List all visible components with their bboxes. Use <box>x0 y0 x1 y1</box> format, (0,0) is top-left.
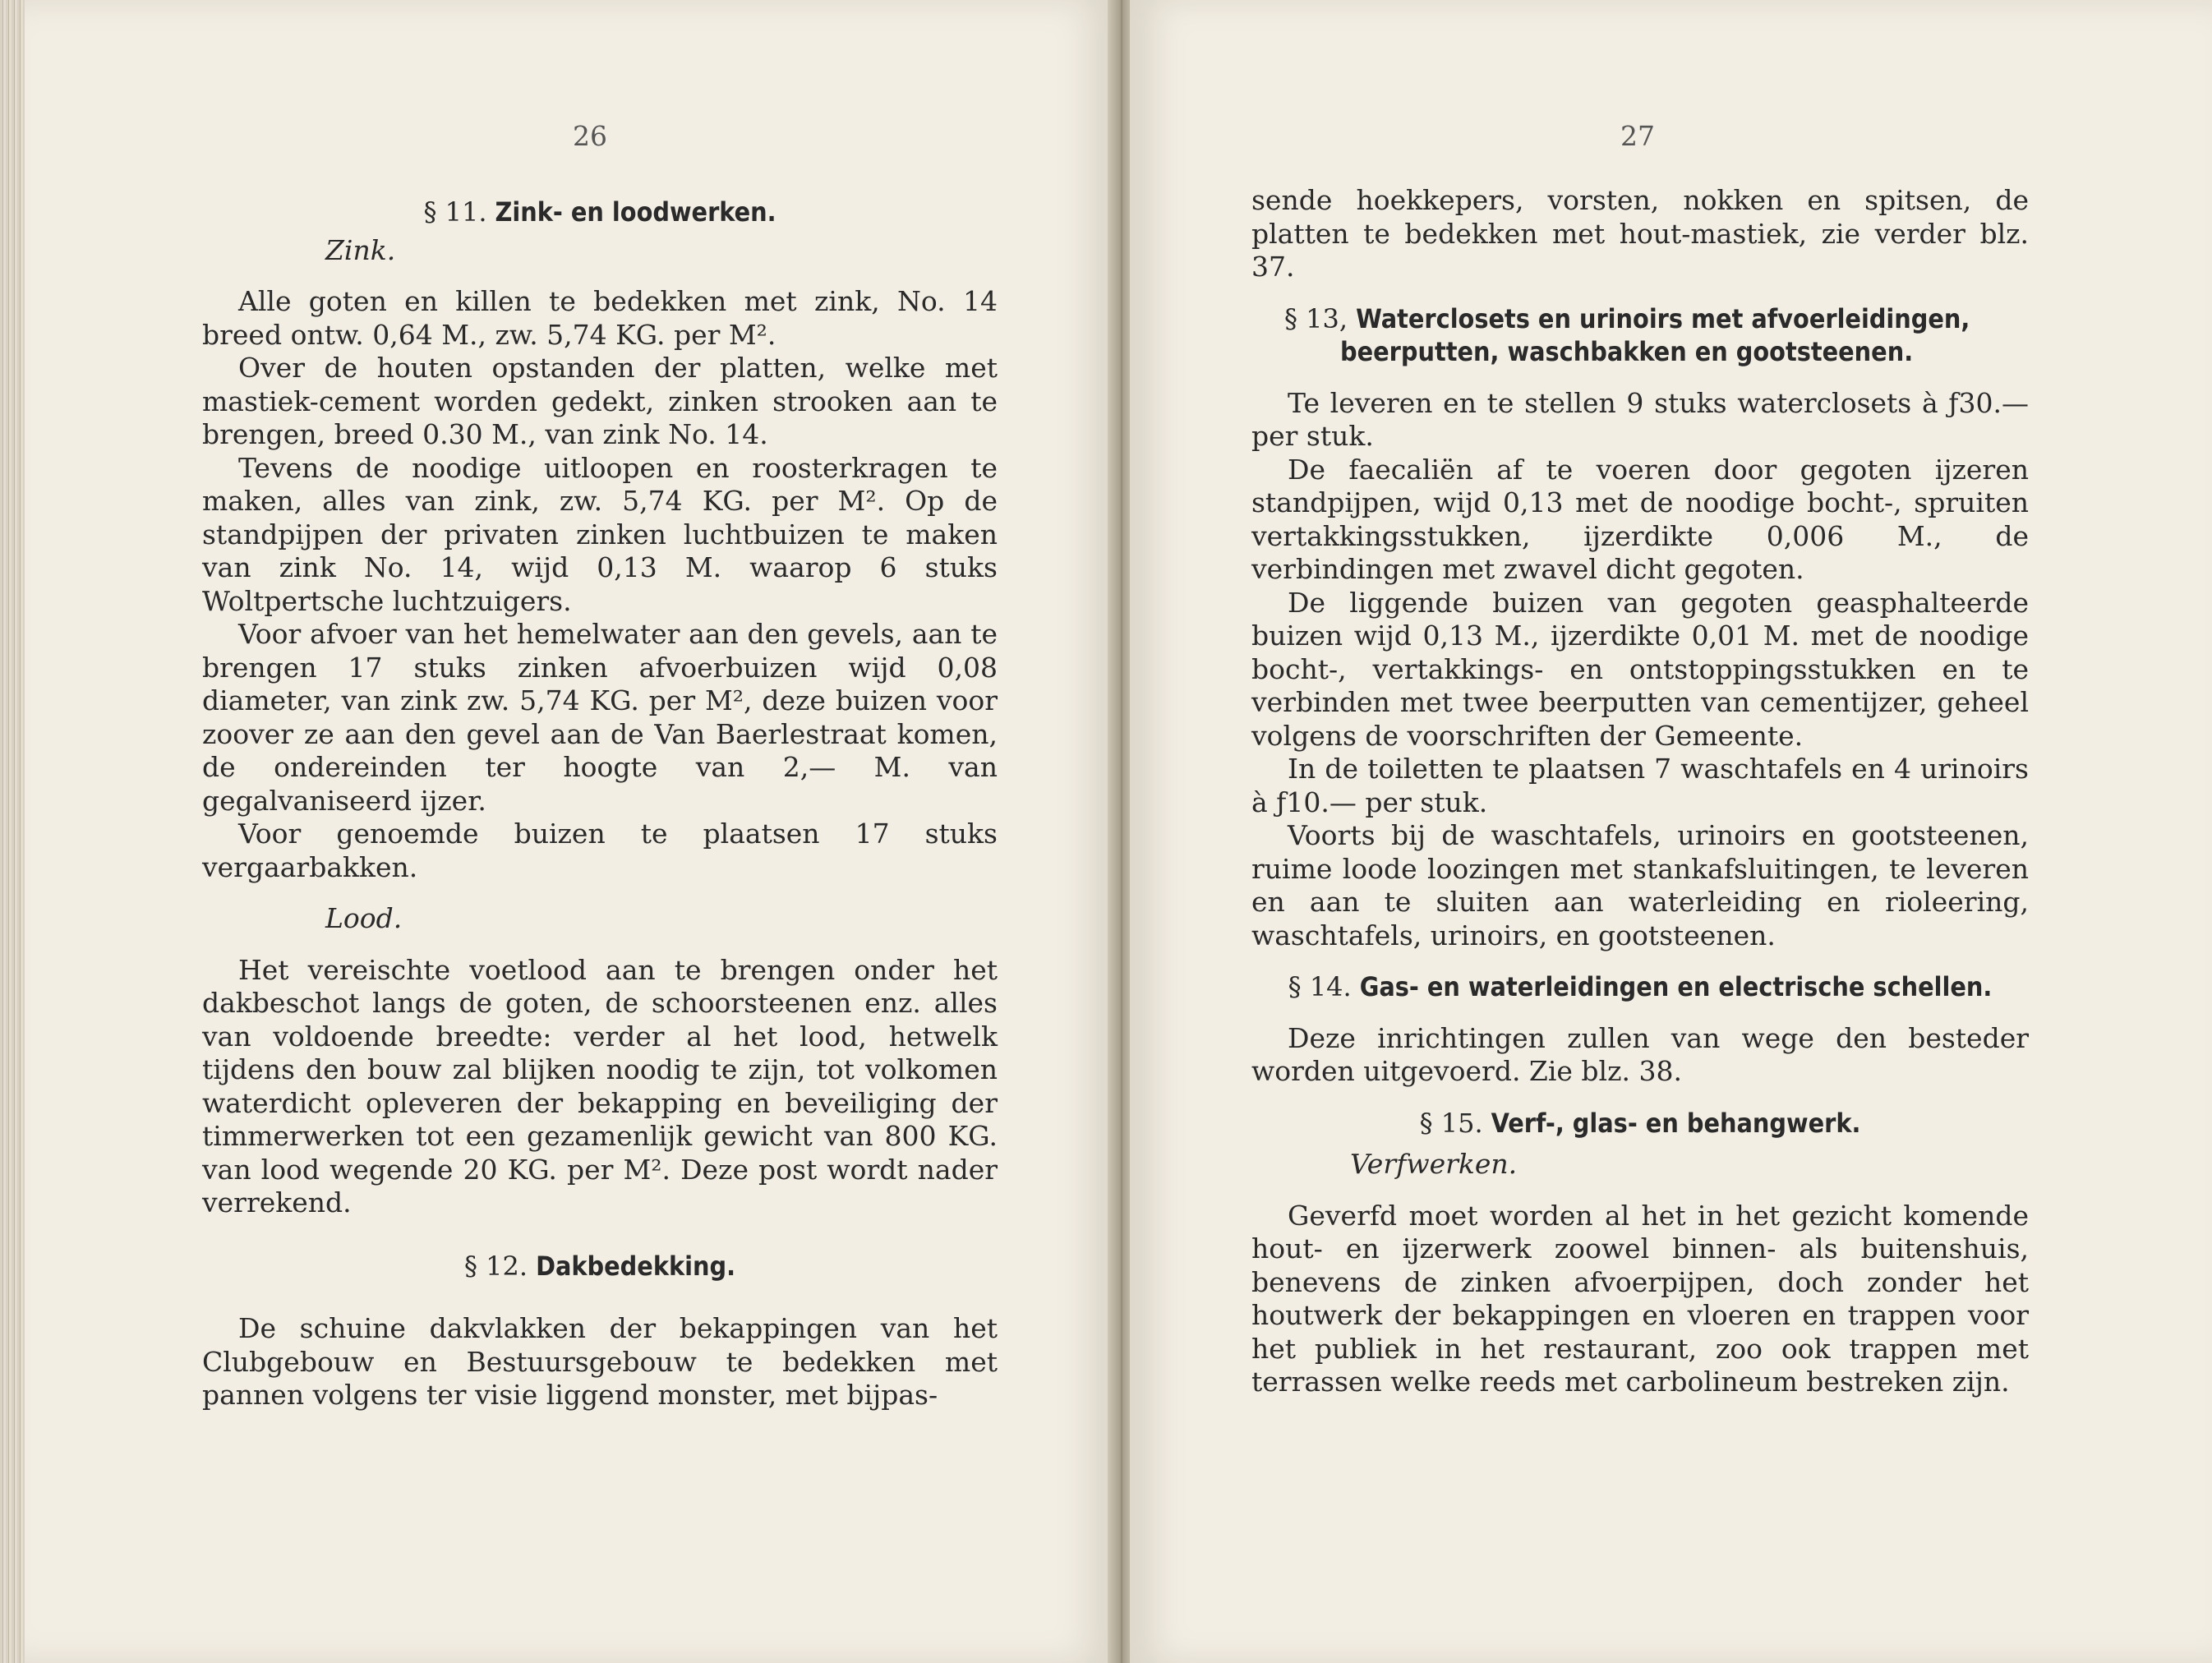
section-title: Dakbedekking. <box>536 1250 735 1282</box>
right-page <box>1130 0 2212 1663</box>
left-page-text <box>202 196 998 1412</box>
section-number: § 14. <box>1288 971 1352 1002</box>
section-number: § 12. <box>463 1250 528 1282</box>
section-title-line-2: beerputten, waschbakken en gootsteenen. <box>1340 336 1914 367</box>
left-page <box>25 0 1113 1663</box>
paragraph: Voor afvoer van het hemelwater aan den gevels, aan te brengen 17 stuks zinken afvoerbuizen wijd 0,08 diameter, van zink zw. 5,74 KG. per M², deze buizen voor zoover ze aan den gevel aan de Van Baerlestraat komen, de ondereinden ter hoogte van 2,— M. van gegalvaniseerd ijzer. <box>202 618 998 817</box>
page-edges <box>0 0 28 1663</box>
paragraph: Tevens de noodige uitloopen en roosterkragen te maken, alles van zink, zw. 5,74 KG. per M². Op de standpijpen der privaten zinken luchtbuizen te maken van zink No. 14, wijd 0,13 M. waarop 6 stuks Woltpertsche luchtzuigers. <box>202 451 998 617</box>
section-heading <box>202 1250 998 1283</box>
section-number: § 13, <box>1284 302 1348 334</box>
section-heading <box>1251 302 2029 369</box>
section-title: Zink- en loodwerken. <box>495 196 777 228</box>
paragraph: Deze inrichtingen zullen van wege den besteder worden uitgevoerd. Zie blz. 38. <box>1251 1021 2029 1087</box>
section-number: § 15. <box>1419 1107 1483 1139</box>
paragraph: De liggende buizen van gegoten geasphalteerde buizen wijd 0,13 M., ijzerdikte 0,01 M. met de noodige bocht-, vertakkings- en ontstoppingsstukken en te verbinden met twee beerputten van cementijzer, geheel volgens de voorschriften der Gemeente. <box>1251 586 2029 752</box>
paragraph: Voorts bij de waschtafels, urinoirs en gootsteenen, ruime loode loozingen met stankafsluitingen, te leveren en aan te sluiten aan waterleiding en rioleering, waschtafels, urinoirs, en gootsteenen. <box>1251 819 2029 951</box>
section-heading <box>1251 970 2029 1004</box>
paragraph: Te leveren en te stellen 9 stuks waterclosets à ƒ30.— per stuk. <box>1251 386 2029 452</box>
section-number: § 11. <box>423 196 487 228</box>
section-heading <box>1251 1107 2029 1140</box>
page-number: 27 <box>1620 120 1655 152</box>
paragraph: Het vereischte voetlood aan te brengen onder het dakbeschot langs de goten, de schoorsteenen enz. alles van voldoende breedte: verder al het lood, hetwelk tijdens den bouw zal blijken noodig te zijn, tot volkomen waterdicht opleveren der bekapping en beveiliging der timmerwerken tot een gezamenlijk gewicht van 800 KG. van lood wegende 20 KG. per M². Deze post wordt nader verrekend. <box>202 953 998 1218</box>
paragraph: De schuine dakvlakken der bekappingen van het Clubgebouw en Bestuursgebouw te bedekken met pannen volgens ter visie liggend monster, met bijpas- <box>202 1312 998 1411</box>
subheading: Zink. <box>325 233 396 266</box>
paragraph: Over de houten opstanden der platten, welke met mastiek-cement worden gedekt, zinken strooken aan te brengen, breed 0.30 M., van zink No. 14. <box>202 352 998 450</box>
paragraph: De faecaliën af te voeren door gegoten ijzeren standpijpen, wijd 0,13 met de noodige bocht-, spruiten vertakkingsstukken, ijzerdikte 0,006 M., de verbindingen met zwavel dicht gegoten. <box>1251 453 2029 585</box>
right-page-text <box>1251 184 2029 1399</box>
paragraph: Geverfd moet worden al het in het gezicht komende hout- en ijzerwerk zoowel binnen- als buitenshuis, benevens de zinken afvoerpijpen, doch zonder het houtwerk der bekappingen en vloeren en trappen voor het publiek in het restaurant, zoo ook trappen met terrassen welke reeds met carbolineum bestreken zijn. <box>1251 1199 2029 1398</box>
section-title: Waterclosets en urinoirs met afvoerleidingen, <box>1356 302 1970 334</box>
paragraph: Alle goten en killen te bedekken met zink, No. 14 breed ontw. 0,64 M., zw. 5,74 KG. per M². <box>202 285 998 351</box>
subheading: Verfwerken. <box>1350 1148 1518 1180</box>
paragraph: sende hoekkepers, vorsten, nokken en spitsen, de platten te bedekken met hout-mastiek, zie verder blz. 37. <box>1251 184 2029 283</box>
subheading: Lood. <box>325 902 403 934</box>
paragraph: Voor genoemde buizen te plaatsen 17 stuks vergaarbakken. <box>202 818 998 883</box>
section-title: Verf-, glas- en behangwerk. <box>1491 1107 1861 1139</box>
section-heading <box>202 196 998 229</box>
paragraph: In de toiletten te plaatsen 7 waschtafels en 4 urinoirs à ƒ10.— per stuk. <box>1251 753 2029 818</box>
section-title: Gas- en waterleidingen en electrische schellen. <box>1359 971 1993 1002</box>
page-number: 26 <box>573 120 607 152</box>
